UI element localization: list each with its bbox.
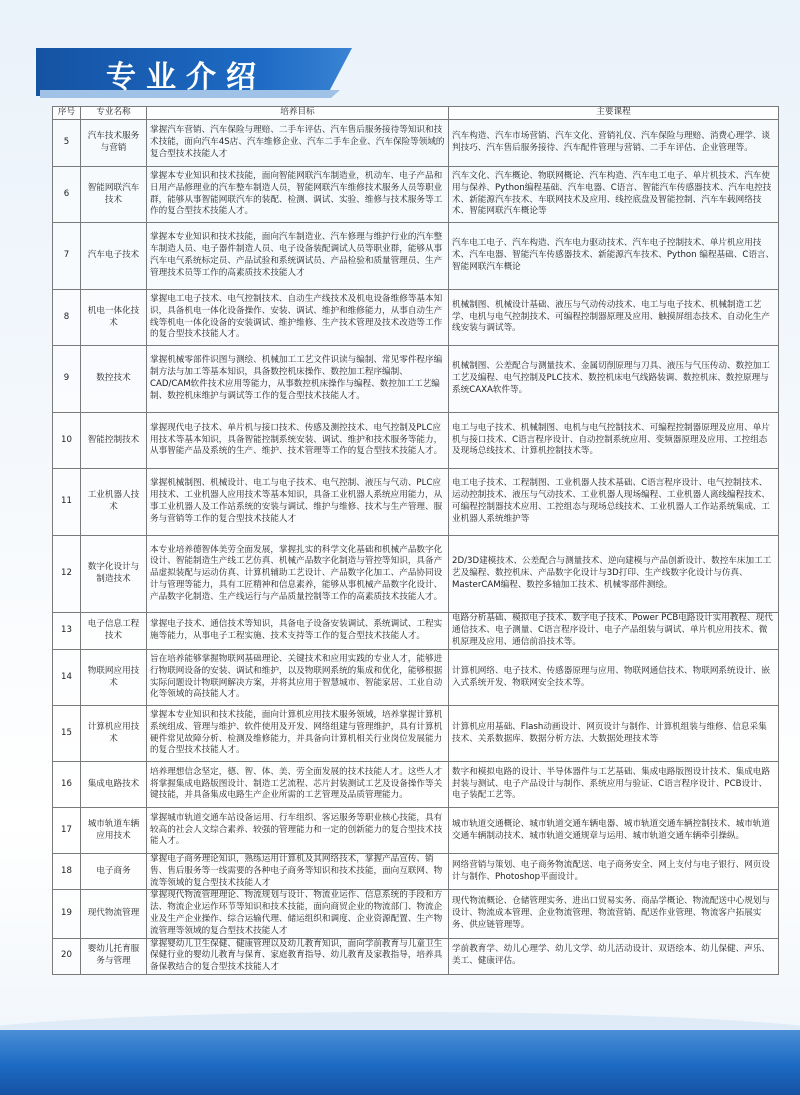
program-courses: 学前教育学、幼儿心理学、幼儿文学、幼儿活动设计、双语绘本、幼儿保健、声乐、美工、健康评估。 bbox=[449, 938, 779, 974]
program-name: 城市轨道车辆应用技术 bbox=[81, 808, 147, 854]
row-number: 16 bbox=[53, 762, 81, 808]
program-courses: 计算机应用基础、Flash动画设计、网页设计与制作、计算机组装与维修、信息采集技术、关系数据库、数据分析方法、大数据处理技术等 bbox=[449, 706, 779, 762]
row-number: 10 bbox=[53, 413, 81, 469]
table-row bbox=[53, 808, 779, 854]
table-row bbox=[53, 223, 779, 290]
program-courses: 电工电子技术、工程制图、工业机器人技术基础、C语言程序设计、电气控制技术、运动控制技术、液压与气动技术、工业机器人现场编程、工业机器人离线编程技术、可编程控制器技术应用、工控组态与现场总线技术、工业机器人工作站系统集成、工业机器人系统维护等 bbox=[449, 469, 779, 536]
program-goal: 掌握汽车营销、汽车保险与理赔、二手车评估、汽车售后服务接待等知识和技术技能，面向汽车4S店、汽车维修企业、汽车二手车企业、汽车保险等领域的复合型技术技能人才 bbox=[147, 120, 449, 167]
program-courses: 汽车构造、汽车市场营销、汽车文化、营销礼仪、汽车保险与理赔、消费心理学、谈判技巧、汽车售后服务接待、汽车配件管理与营销、二手车评估、企业管理等。 bbox=[449, 120, 779, 167]
program-name: 工业机器人技术 bbox=[81, 469, 147, 536]
program-goal: 培养理想信念坚定，德、智、体、美、劳全面发展的技术技能人才。这些人才将掌握集成电路版图设计、制造工艺流程、芯片封装测试工艺及设备操作等关键技能，并具备集成电路生产企业所需的工艺管理及品质管理能力。 bbox=[147, 762, 449, 808]
program-goal: 掌握现代物流管理理论、物流规划与设计、物流业运作、信息系统的手段和方法、物流企业运作环节等知识和技术技能，面向商贸企业的物流部门、物流企业及生产企业操作、综合运输代理、储运组织和调度、企业资源配置、生产物流管理等领域的复合型技术技能人才 bbox=[147, 890, 449, 938]
program-name: 集成电路技术 bbox=[81, 762, 147, 808]
table-row bbox=[53, 167, 779, 223]
program-name: 婴幼儿托育服务与管理 bbox=[81, 938, 147, 974]
table-row bbox=[53, 413, 779, 469]
program-courses: 城市轨道交通概论、城市轨道交通车辆电器、城市轨道交通车辆控制技术、城市轨道交通车辆制动技术、城市轨道交通规章与运用、城市轨道交通车辆牵引操纵。 bbox=[449, 808, 779, 854]
row-number: 17 bbox=[53, 808, 81, 854]
program-name: 电子信息工程技术 bbox=[81, 613, 147, 650]
table-row bbox=[53, 706, 779, 762]
program-courses: 汽车电工电子、汽车构造、汽车电力驱动技术、汽车电子控制技术、单片机应用技术、汽车电器、智能汽车传感器技术、新能源汽车技术、Python 编程基础、C语言、智能网联汽车概论 bbox=[449, 223, 779, 290]
row-number: 6 bbox=[53, 167, 81, 223]
program-name: 智能控制技术 bbox=[81, 413, 147, 469]
header-courses: 主要课程 bbox=[449, 107, 779, 120]
program-goal: 掌握婴幼儿卫生保健、健康管理以及幼儿教育知识，面向学前教育与儿童卫生保健行业的婴幼儿教育与保育、家庭教育指导、幼儿教育及家教指导，培养具备保教结合的复合型技术技能人才 bbox=[147, 938, 449, 974]
program-name: 汽车技术服务与营销 bbox=[81, 120, 147, 167]
program-name: 汽车电子技术 bbox=[81, 223, 147, 290]
table-row bbox=[53, 762, 779, 808]
table-row bbox=[53, 290, 779, 346]
program-courses: 2D/3D建模技术、公差配合与测量技术、逆向建模与产品创新设计、数控车床加工工艺及编程、数控机床、产品数字化设计与3D打印、生产线数字化设计与仿真、MasterCAM编程、数控多轴加工技术、机械零部件测绘。 bbox=[449, 536, 779, 613]
program-courses: 数字和模拟电路的设计、半导体器件与工艺基础、集成电路版图设计技术、集成电路封装与测试、电子产品设计与制作、系统应用与验证、C语言程序设计、PCB设计、电子装配工艺等。 bbox=[449, 762, 779, 808]
row-number: 15 bbox=[53, 706, 81, 762]
program-name: 数字化设计与制造技术 bbox=[81, 536, 147, 613]
table-row bbox=[53, 469, 779, 536]
program-goal: 掌握本专业知识和技术技能，面向智能网联汽车制造业，机动车、电子产品和日用产品修理业的汽车整车制造人员，智能网联汽车维修技术服务人员等职业群，能够从事智能网联汽车的装配、检测、调试、实验、维修与技术服务等工作的复合型技术技能人才。 bbox=[147, 167, 449, 223]
program-name: 物联网应用技术 bbox=[81, 650, 147, 706]
program-goal: 掌握电工电子技术、电气控制技术、自动生产线技术及机电设备维修等基本知识，具备机电一体化设备操作、安装、调试、维护和维修能力，从事自动生产线等机电一体化设备的安装调试、维护维修、生产技术管理及技术改造等工作的复合型技术技能人才。 bbox=[147, 290, 449, 346]
row-number: 19 bbox=[53, 890, 81, 938]
program-name: 机电一体化技术 bbox=[81, 290, 147, 346]
program-goal: 掌握电子技术、通信技术等知识，具备电子设备安装调试、系统调试、工程实施等能力，从事电子工程实施、技术支持等工作的复合型技术技能人才。 bbox=[147, 613, 449, 650]
table-body bbox=[53, 120, 779, 975]
table-row bbox=[53, 613, 779, 650]
row-number: 20 bbox=[53, 938, 81, 974]
header-goal: 培养目标 bbox=[147, 107, 449, 120]
table-row bbox=[53, 938, 779, 974]
row-number: 12 bbox=[53, 536, 81, 613]
row-number: 7 bbox=[53, 223, 81, 290]
program-name: 数控技术 bbox=[81, 346, 147, 413]
row-number: 11 bbox=[53, 469, 81, 536]
program-name: 现代物流管理 bbox=[81, 890, 147, 938]
program-name: 电子商务 bbox=[81, 854, 147, 890]
program-courses: 电路分析基础、模拟电子技术、数字电子技术、Power PCB电路设计实用教程、现代通信技术、电子测量、C语言程序设计、电子产品组装与调试、单片机应用技术、微机原理及应用、通信前沿技术等。 bbox=[449, 613, 779, 650]
row-number: 9 bbox=[53, 346, 81, 413]
program-courses: 汽车文化、汽车概论、物联网概论、汽车构造、汽车电工电子、单片机技术、汽车使用与保养、Python编程基础、汽车电器、C语言、智能汽车传感器技术、汽车电控技术、新能源汽车技术、车联网技术及应用、线控底盘及智能控制、汽车车载网络技术、智能网联汽车概论等 bbox=[449, 167, 779, 223]
program-courses: 机械制图、机械设计基础、液压与气动传动技术、电工与电子技术、机械制造工艺学、电机与电气控制技术、可编程控制器原理及应用、触摸屏组态技术、自动化生产线安装与调试等。 bbox=[449, 290, 779, 346]
table-row bbox=[53, 650, 779, 706]
program-courses: 电工与电子技术、机械制图、电机与电气控制技术、可编程控制器原理及应用、单片机与接口技术、C语言程序设计、自动控制系统应用、变频器原理及应用、工控组态及现场总线技术、计算机控制技术等。 bbox=[449, 413, 779, 469]
program-table-container bbox=[52, 106, 778, 975]
program-goal: 掌握现代电子技术、单片机与接口技术、传感及测控技术、电气控制及PLC应用技术等基本知识，具备智能控制系统安装、调试、维护和技术服务等能力，从事智能产品及系统的生产、维护、技术管理等工作的复合型技术技能人才。 bbox=[147, 413, 449, 469]
program-table bbox=[52, 106, 779, 975]
table-header-row bbox=[53, 107, 779, 120]
program-goal: 掌握本专业知识和技术技能，面向计算机应用技术服务领域，培养掌握计算机系统组成、管理与维护、软件使用及开发、网络组建与管理维护，具有计算机硬件常见故障分析、检测及维修能力，并具备向计算机相关行业岗位发展能力的复合型技术技能人才。 bbox=[147, 706, 449, 762]
program-courses: 计算机网络、电子技术、传感器原理与应用、物联网通信技术、物联网系统设计、嵌入式系统开发、物联网安全技术等。 bbox=[449, 650, 779, 706]
row-number: 14 bbox=[53, 650, 81, 706]
page-title: 专业介绍 bbox=[106, 60, 266, 95]
table-row bbox=[53, 120, 779, 167]
program-courses: 现代物流概论、仓储管理实务、进出口贸易实务、商品学概论、物流配送中心规划与设计、物流成本管理、企业物流管理、物流营销、配送作业管理、物流客户拓展实务、供应链管理等。 bbox=[449, 890, 779, 938]
table-row bbox=[53, 346, 779, 413]
row-number: 13 bbox=[53, 613, 81, 650]
header-name: 专业名称 bbox=[81, 107, 147, 120]
program-goal: 本专业培养德智体美劳全面发展，掌握扎实的科学文化基础和机械产品数字化设计、智能制造生产线工艺仿真、机械产品数字化制造与管控等知识，具备产品虚拟装配与运动仿真、计算机辅助工艺设计、产品数字化加工、产品协同设计与管理等能力，具有工匠精神和信息素养，能够从事机械产品数字化设计、产品数字化制造、生产线运行与产品质量控制等工作的高素质技术技能人才。 bbox=[147, 536, 449, 613]
program-goal: 掌握本专业知识和技术技能，面向汽车制造业、汽车修理与维护行业的汽车整车制造人员、电子器件制造人员、电子设备装配调试人员等职业群，能够从事汽车电气系统标定员、产品试验和系统调试员、产品检验和质量管理员、生产管理技术员等工作的高素质技术技能人才 bbox=[147, 223, 449, 290]
program-name: 智能网联汽车技术 bbox=[81, 167, 147, 223]
program-goal: 掌握机械制图、机械设计、电工与电子技术、电气控制、液压与气动、PLC应用技术、工业机器人应用技术等基本知识，具备工业机器人系统应用能力，从事工业机器人及工作站系统的安装与调试、维护与维修、技术与生产管理、服务与营销等工作的复合型技术技能人才 bbox=[147, 469, 449, 536]
program-goal: 旨在培养能够掌握物联网基础理论、关键技术和应用实践的专业人才，能够进行物联网设备的安装、调试和维护，以及物联网系统的集成和优化，能够根据实际问题设计物联网解决方案，并将其应用于智慧城市、智能家居、工业自动化等领域的高技能人才。 bbox=[147, 650, 449, 706]
footer-bar bbox=[0, 1030, 800, 1095]
row-number: 5 bbox=[53, 120, 81, 167]
program-courses: 网络营销与策划、电子商务物流配送、电子商务安全、网上支付与电子银行、网页设计与制作、Photoshop平面设计。 bbox=[449, 854, 779, 890]
table-row bbox=[53, 854, 779, 890]
header-no: 序号 bbox=[53, 107, 81, 120]
program-goal: 掌握电子商务理论知识，熟练运用计算机及其网络技术，掌握产品宣传、销售、售后服务等一线需要的各种电子商务等知识和技术技能，面向互联网、物流等领域的复合型技术技能人才 bbox=[147, 854, 449, 890]
row-number: 18 bbox=[53, 854, 81, 890]
table-row bbox=[53, 536, 779, 613]
program-goal: 掌握城市轨道交通车站设备运用、行车组织、客运服务等职业核心技能，具有较高的社会人文综合素养、较强的管理能力和一定的创新能力的复合型技术技能人才。 bbox=[147, 808, 449, 854]
row-number: 8 bbox=[53, 290, 81, 346]
program-courses: 机械制图、公差配合与测量技术、金属切削原理与刀具、液压与气压传动、数控加工工艺及编程、电气控制及PLC技术、数控机床电气线路装调、数控机床、数控原理与系统CAXA软件等。 bbox=[449, 346, 779, 413]
program-name: 计算机应用技术 bbox=[81, 706, 147, 762]
program-goal: 掌握机械零部件识图与测绘、机械加工工艺文件识读与编制、常见零件程序编制方法与加工等基本知识，具备数控机床操作、数控加工程序编制、CAD/CAM软件技术应用等能力，从事数控机床操作与编程、数控加工工艺编制、数控机床维护与调试等工作的复合型技术技能人才。 bbox=[147, 346, 449, 413]
table-row bbox=[53, 890, 779, 938]
